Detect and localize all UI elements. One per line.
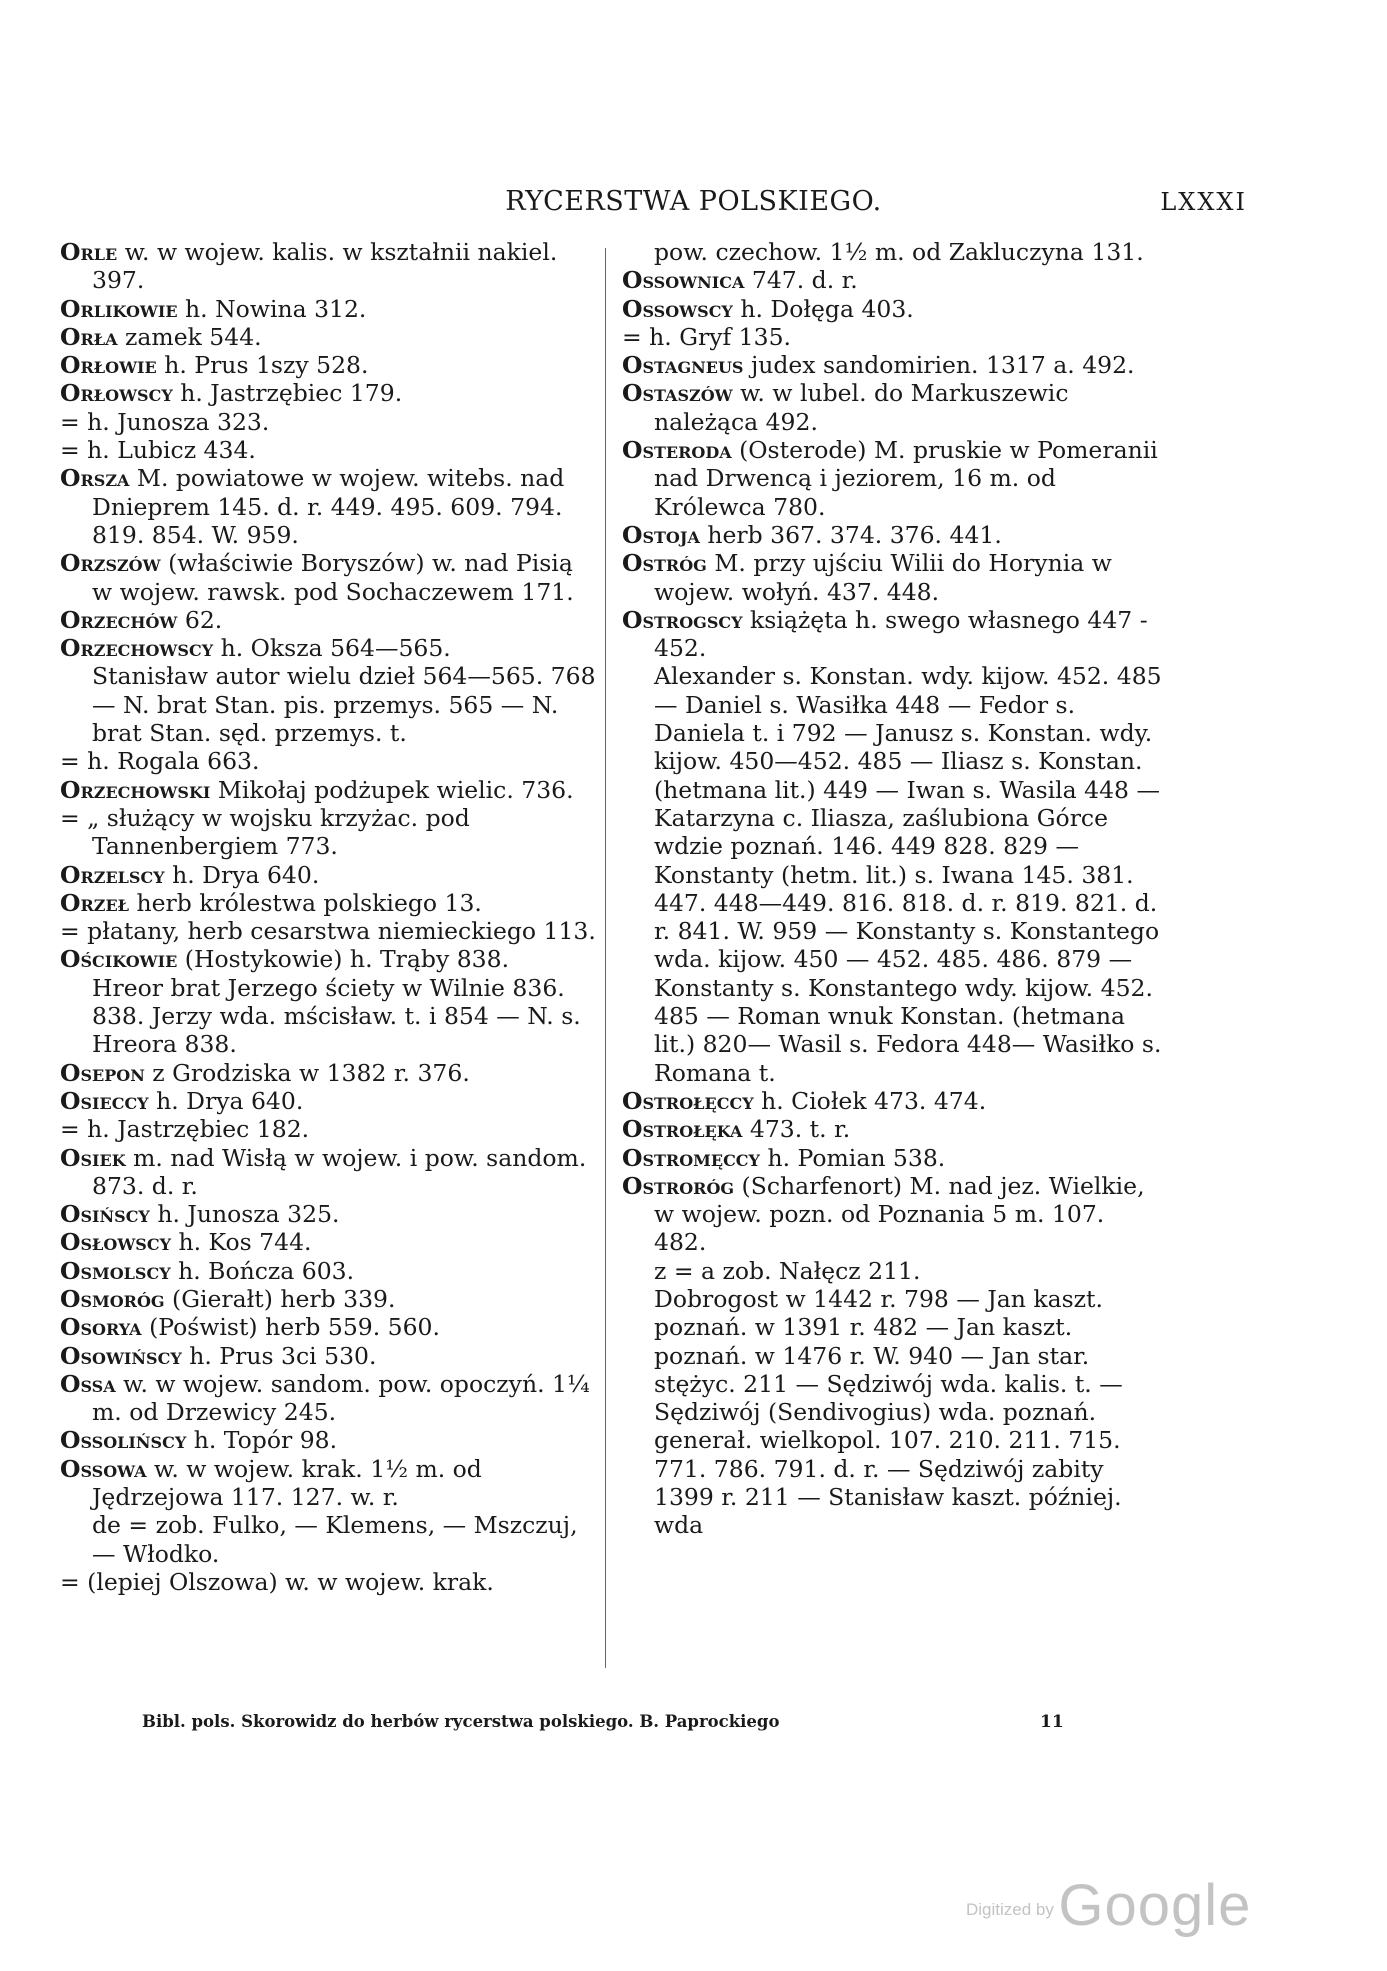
entry-headword: Orłowscy <box>60 379 173 408</box>
entry-text: = h. Lubicz 434. <box>60 436 256 465</box>
entry-text: (właściwie Boryszów) w. nad Pisią w wojew. rawsk. pod Sochaczewem 171. <box>92 549 574 606</box>
entry-text: = h. Gryf 135. <box>622 322 792 351</box>
digitized-by-label: Digitized by <box>966 1900 1054 1919</box>
index-entry <box>622 1115 1164 1143</box>
entry-text: h. Oksza 564—565. <box>213 634 451 663</box>
entry-headword: Ossownica <box>622 266 745 295</box>
index-entry <box>622 549 1164 606</box>
index-entry <box>622 266 1164 294</box>
index-entry <box>60 295 600 323</box>
entry-text: h. Kos 744. <box>171 1228 312 1257</box>
entry-text: w. w wojew. kalis. w kształnii nakiel. 397. <box>92 238 558 295</box>
footer-signature-line: Bibl. pols. Skorowidz do herbów rycerstwa polskiego. B. Paprockiego <box>142 1712 780 1731</box>
entry-text: (Osterode) M. pruskie w Pomeranii nad Drwencą i jeziorem, 16 m. od Królewca 780. <box>654 436 1158 521</box>
entry-text: Dobrogost w 1442 r. 798 — Jan kaszt. poznań. w 1391 r. 482 — Jan kaszt. poznań. w 1476 r. W. 940 — Jan star. stężyc. 211 — Sędziwój wda. kalis. t. — Sędziwój (Sendivogius) wda. poznań. generał. wielkopol. 107. 210. 211. 715. 771. 786. 791. d. r. — Sędziwój zabity 1399 r. 211 — Stanisław kaszt. później. wda <box>654 1284 1123 1540</box>
digitized-watermark <box>966 1872 1251 1939</box>
index-entry <box>60 323 600 351</box>
index-entry <box>60 747 600 775</box>
index-entry <box>60 238 600 295</box>
entry-headword: Osmolscy <box>60 1256 171 1285</box>
index-entry <box>622 662 1164 1086</box>
index-entry <box>60 549 600 606</box>
entry-text: h. Prus 3ci 530. <box>181 1341 377 1370</box>
index-entry <box>60 1059 600 1087</box>
entry-text: w. w lubel. do Markuszewic należąca 492. <box>654 379 1069 436</box>
entry-headword: Ossowscy <box>622 294 733 323</box>
entry-headword: Osieccy <box>60 1086 149 1115</box>
entry-text: książęta h. swego własnego 447 - 452. <box>654 605 1148 663</box>
entry-text: h. Dołęga 403. <box>732 294 914 323</box>
index-entry <box>60 1087 600 1115</box>
entry-headword: Ossolińscy <box>60 1426 187 1455</box>
entry-text: 473. t. r. <box>742 1115 851 1144</box>
entry-headword: Ostaszów <box>622 379 733 408</box>
index-entry <box>60 379 600 407</box>
entry-text: Alexander s. Konstan. wdy. kijow. 452. 485 — Daniel s. Wasiłka 448 — Fedor s. Daniela t. i 792 — Janusz s. Konstan. wdy. kijow. 450—452. 485 — Iliasz s. Konstan. (hetmana lit.) 449 — Iwan s. Wasila 448 — Katarzyna c. Iliasza, zaślubiona Górce wdzie poznań. 146. 449 828. 829 — Konstanty (hetm. lit.) s. Iwana 145. 381. 447. 448—449. 816. 818. d. r. 819. 821. d. r. 841. W. 959 — Konstanty s. Konstantego wda. kijow. 450 — 452. 485. 486. 879 — Konstanty s. Konstantego wdy. kijow. 452. 485 — Roman wnuk Konstan. (hetmana lit.) 820— Wasil s. Fedora 448— Wasiłko s. Romana t. <box>654 662 1162 1087</box>
index-entry <box>60 436 600 464</box>
entry-text: h. Drya 640. <box>164 860 320 889</box>
index-entry <box>60 408 600 436</box>
entry-text: h. Junosza 325. <box>149 1200 340 1229</box>
entry-text: judex sandomirien. 1317 a. 492. <box>743 351 1135 380</box>
index-entry <box>60 1426 600 1454</box>
entry-headword: Ostrogscy <box>622 605 743 634</box>
entry-headword: Osepon <box>60 1058 145 1087</box>
entry-text: pow. czechow. 1½ m. od Zakluczyna 131. <box>654 238 1144 266</box>
entry-text: Mikołaj podżupek wielic. 736. <box>210 775 574 804</box>
entry-text: = h. Rogala 663. <box>60 747 260 776</box>
index-entry <box>622 1257 1164 1285</box>
index-entry <box>622 1087 1164 1115</box>
index-entry <box>60 917 600 945</box>
index-entry <box>60 1455 600 1512</box>
entry-headword: Orzechowscy <box>60 634 214 663</box>
index-entry <box>622 295 1164 323</box>
entry-headword: Orła <box>60 322 118 351</box>
entry-headword: Osorya <box>60 1313 142 1342</box>
left-column <box>60 238 600 1596</box>
entry-text: h. Pomian 538. <box>759 1143 946 1172</box>
entry-text: Stanisław autor wielu dzieł 564—565. 768 — N. brat Stan. pis. przemys. 565 — N. brat Stan. sęd. przemys. t. <box>92 662 596 748</box>
entry-text: = h. Junosza 323. <box>60 407 270 436</box>
index-entry <box>60 776 600 804</box>
entry-headword: Osmoróg <box>60 1284 165 1313</box>
index-entry <box>622 521 1164 549</box>
entry-text: (Gierałt) herb 339. <box>164 1284 396 1313</box>
entry-text: zamek 544. <box>117 322 262 351</box>
entry-text: h. Ciołek 473. 474. <box>753 1086 987 1115</box>
entry-headword: Ostoja <box>622 520 700 549</box>
index-entry <box>60 606 600 634</box>
index-entry <box>60 1568 600 1596</box>
entry-text: h. Nowina 312. <box>177 294 367 323</box>
index-entry <box>60 1285 600 1313</box>
entry-headword: Ossa <box>60 1369 116 1398</box>
entry-text: herb królestwa polskiego 13. <box>129 888 482 917</box>
entry-text: h. Jastrzębiec 179. <box>172 379 403 408</box>
index-entry <box>622 238 1164 266</box>
entry-headword: Ostroróg <box>622 1171 735 1200</box>
running-header-title: RYCERSTWA POLSKIEGO. <box>505 186 882 217</box>
entry-text: (Scharfenort) M. nad jez. Wielkie, w wojew. pozn. od Poznania 5 m. 107. 482. <box>654 1171 1145 1257</box>
index-entry <box>622 1285 1164 1540</box>
page-number: LXXXI <box>1160 188 1247 216</box>
entry-text: = (lepiej Olszowa) w. w wojew. krak. <box>60 1567 494 1596</box>
entry-text: de = zob. Fulko, — Klemens, — Mszczuj, — Włodko. <box>92 1511 578 1568</box>
index-entry <box>60 662 600 747</box>
entry-text: M. powiatowe w wojew. witebs. nad Dnieprem 145. d. r. 449. 495. 609. 794. 819. 854. W. 959. <box>92 464 565 549</box>
entry-headword: Ostróg <box>622 549 707 578</box>
index-entry <box>60 804 600 861</box>
index-entry <box>60 1200 600 1228</box>
entry-headword: Osińscy <box>60 1200 150 1229</box>
entry-text: = płatany, herb cesarstwa niemieckiego 113. <box>60 917 596 946</box>
index-entry <box>60 1313 600 1341</box>
index-entry <box>60 351 600 379</box>
index-entry <box>622 379 1164 436</box>
index-entry <box>622 1172 1164 1257</box>
entry-headword: Osiek <box>60 1143 126 1172</box>
index-entry <box>60 861 600 889</box>
entry-headword: Orłowie <box>60 351 157 380</box>
entry-text: h. Topór 98. <box>186 1426 338 1455</box>
entry-text: 747. d. r. <box>744 266 858 295</box>
entry-headword: Orzszów <box>60 549 161 578</box>
entry-headword: Orzelscy <box>60 860 165 889</box>
index-entry <box>622 323 1164 351</box>
entry-text: h. Bończa 603. <box>170 1256 355 1285</box>
entry-text: z Grodziska w 1382 r. 376. <box>144 1058 470 1087</box>
index-entry <box>60 464 600 549</box>
google-logo: Google <box>1058 1873 1252 1938</box>
index-entry <box>622 606 1164 663</box>
index-entry <box>622 351 1164 379</box>
entry-text: = „ służący w wojsku krzyżac. pod Tannenbergiem 773. <box>60 803 470 861</box>
entry-text: z = a zob. Nałęcz 211. <box>654 1256 921 1285</box>
index-entry <box>60 1342 600 1370</box>
index-entry <box>60 634 600 662</box>
entry-headword: Ostrołęccy <box>622 1086 754 1115</box>
entry-text: = h. Jastrzębiec 182. <box>60 1115 310 1144</box>
index-entry <box>60 889 600 917</box>
entry-text: (Hostykowie) h. Trąby 838. <box>177 945 510 974</box>
index-entry <box>60 945 600 973</box>
entry-text: herb 367. 374. 376. 441. <box>699 520 1002 549</box>
column-divider <box>605 248 606 1668</box>
entry-text: Hreor brat Jerzego ściety w Wilnie 836. 838. Jerzy wda. mścisław. t. i 854 — N. s. Hreora 838. <box>92 973 581 1059</box>
index-entry <box>60 1511 600 1568</box>
entry-headword: Osowińscy <box>60 1341 182 1370</box>
entry-headword: Ościkowie <box>60 945 178 974</box>
entry-headword: Osteroda <box>622 436 732 465</box>
entry-text: m. nad Wisłą w wojew. i pow. sandom. 873. d. r. <box>92 1143 587 1200</box>
entry-text: h. Drya 640. <box>148 1086 304 1115</box>
entry-headword: Ostagneus <box>622 351 744 380</box>
index-entry <box>60 1228 600 1256</box>
index-entry <box>622 436 1164 521</box>
entry-headword: Orzechowski <box>60 775 211 804</box>
right-column <box>622 238 1164 1540</box>
entry-headword: Orlikowie <box>60 294 178 323</box>
index-entry <box>60 1115 600 1143</box>
entry-text: h. Prus 1szy 528. <box>156 351 369 380</box>
entry-headword: Orle <box>60 238 118 266</box>
index-entry <box>622 1144 1164 1172</box>
entry-headword: Orzeł <box>60 888 130 917</box>
entry-headword: Ostromęccy <box>622 1143 760 1172</box>
index-entry <box>60 974 600 1059</box>
index-entry <box>60 1144 600 1201</box>
index-entry <box>60 1257 600 1285</box>
entry-headword: Orsza <box>60 464 130 493</box>
entry-text: 62. <box>177 605 223 634</box>
entry-headword: Ossowa <box>60 1454 147 1483</box>
footer-signature-number: 11 <box>1040 1712 1064 1732</box>
entry-headword: Ostrołęka <box>622 1115 743 1144</box>
entry-headword: Orzechów <box>60 605 178 634</box>
entry-headword: Osłowscy <box>60 1228 172 1257</box>
index-entry <box>60 1370 600 1427</box>
entry-text: w. w wojew. krak. 1½ m. od Jędrzejowa 117. 127. w. r. <box>92 1454 482 1512</box>
entry-text: M. przy ujściu Wilii do Horynia w wojew. wołyń. 437. 448. <box>654 549 1112 606</box>
entry-text: w. w wojew. sandom. pow. opoczyń. 1¼ m. od Drzewicy 245. <box>92 1369 590 1427</box>
entry-text: (Poświst) herb 559. 560. <box>141 1313 440 1342</box>
